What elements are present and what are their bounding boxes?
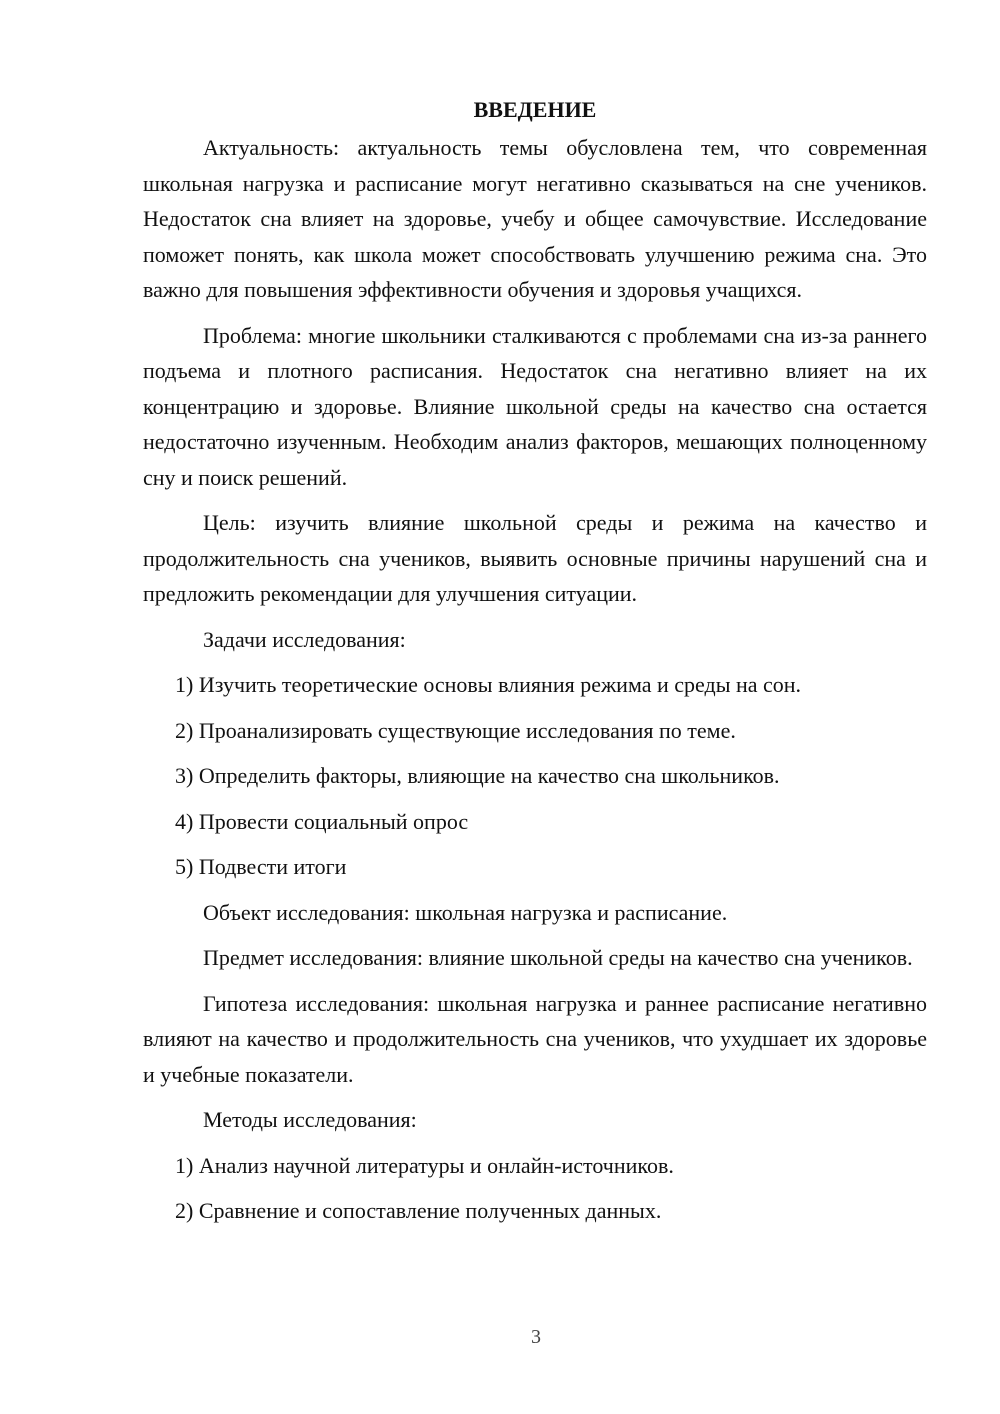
- tasks-heading: Задачи исследования:: [203, 626, 406, 652]
- page-content: [143, 92, 927, 1239]
- research-hypothesis: Гипотеза исследования: школьная нагрузка и раннее расписание негативно влияют на качество и продолжительность сна учеников, что ухудшает их здоровье и учебные показатели.: [143, 990, 927, 1087]
- page-title: ВВЕДЕНИЕ: [473, 97, 597, 122]
- paragraph-relevance: Актуальность: актуальность темы обусловлена тем, что современная школьная нагрузка и расписание могут негативно сказываться на сне учеников. Недостаток сна влияет на здоровье, учебу и общее самочувствие. Исследование поможет понять, как школа может способствовать улучшению режима сна. Это важно для повышения эффективности обучения и здоровья учащихся.: [143, 135, 927, 302]
- task-item-5: 5) Подвести итоги: [175, 854, 347, 879]
- research-subject: Предмет исследования: влияние школьной среды на качество сна учеников.: [203, 945, 913, 970]
- task-item-4: 4) Провести социальный опрос: [175, 808, 469, 834]
- task-item-3: 3) Определить факторы, влияющие на качество сна школьников.: [175, 763, 780, 788]
- task-item-1: 1) Изучить теоретические основы влияния режима и среды на сон.: [175, 672, 802, 697]
- paragraph-goal: Цель: изучить влияние школьной среды и режима на качество и продолжительность сна учеников, выявить основные причины нарушений сна и предложить рекомендации для улучшения ситуации.: [143, 510, 927, 606]
- research-object: Объект исследования: школьная нагрузка и расписание.: [203, 899, 728, 925]
- task-item-2: 2) Проанализировать существующие исследования по теме.: [175, 717, 736, 743]
- method-item-1: 1) Анализ научной литературы и онлайн-источников.: [175, 1152, 674, 1178]
- methods-heading: Методы исследования:: [203, 1107, 417, 1132]
- paragraph-problem: Проблема: многие школьники сталкиваются с проблемами сна из-за раннего подъема и плотного расписания. Недостаток сна негативно влияет на их концентрацию и здоровье. Влияние школьной среды на качество сна остается недостаточно изученным. Необходим анализ факторов, мешающих полноценному сну и поиск решений.: [143, 322, 927, 490]
- method-item-2: 2) Сравнение и сопоставление полученных данных.: [175, 1198, 662, 1223]
- page-number: 3: [531, 1326, 541, 1348]
